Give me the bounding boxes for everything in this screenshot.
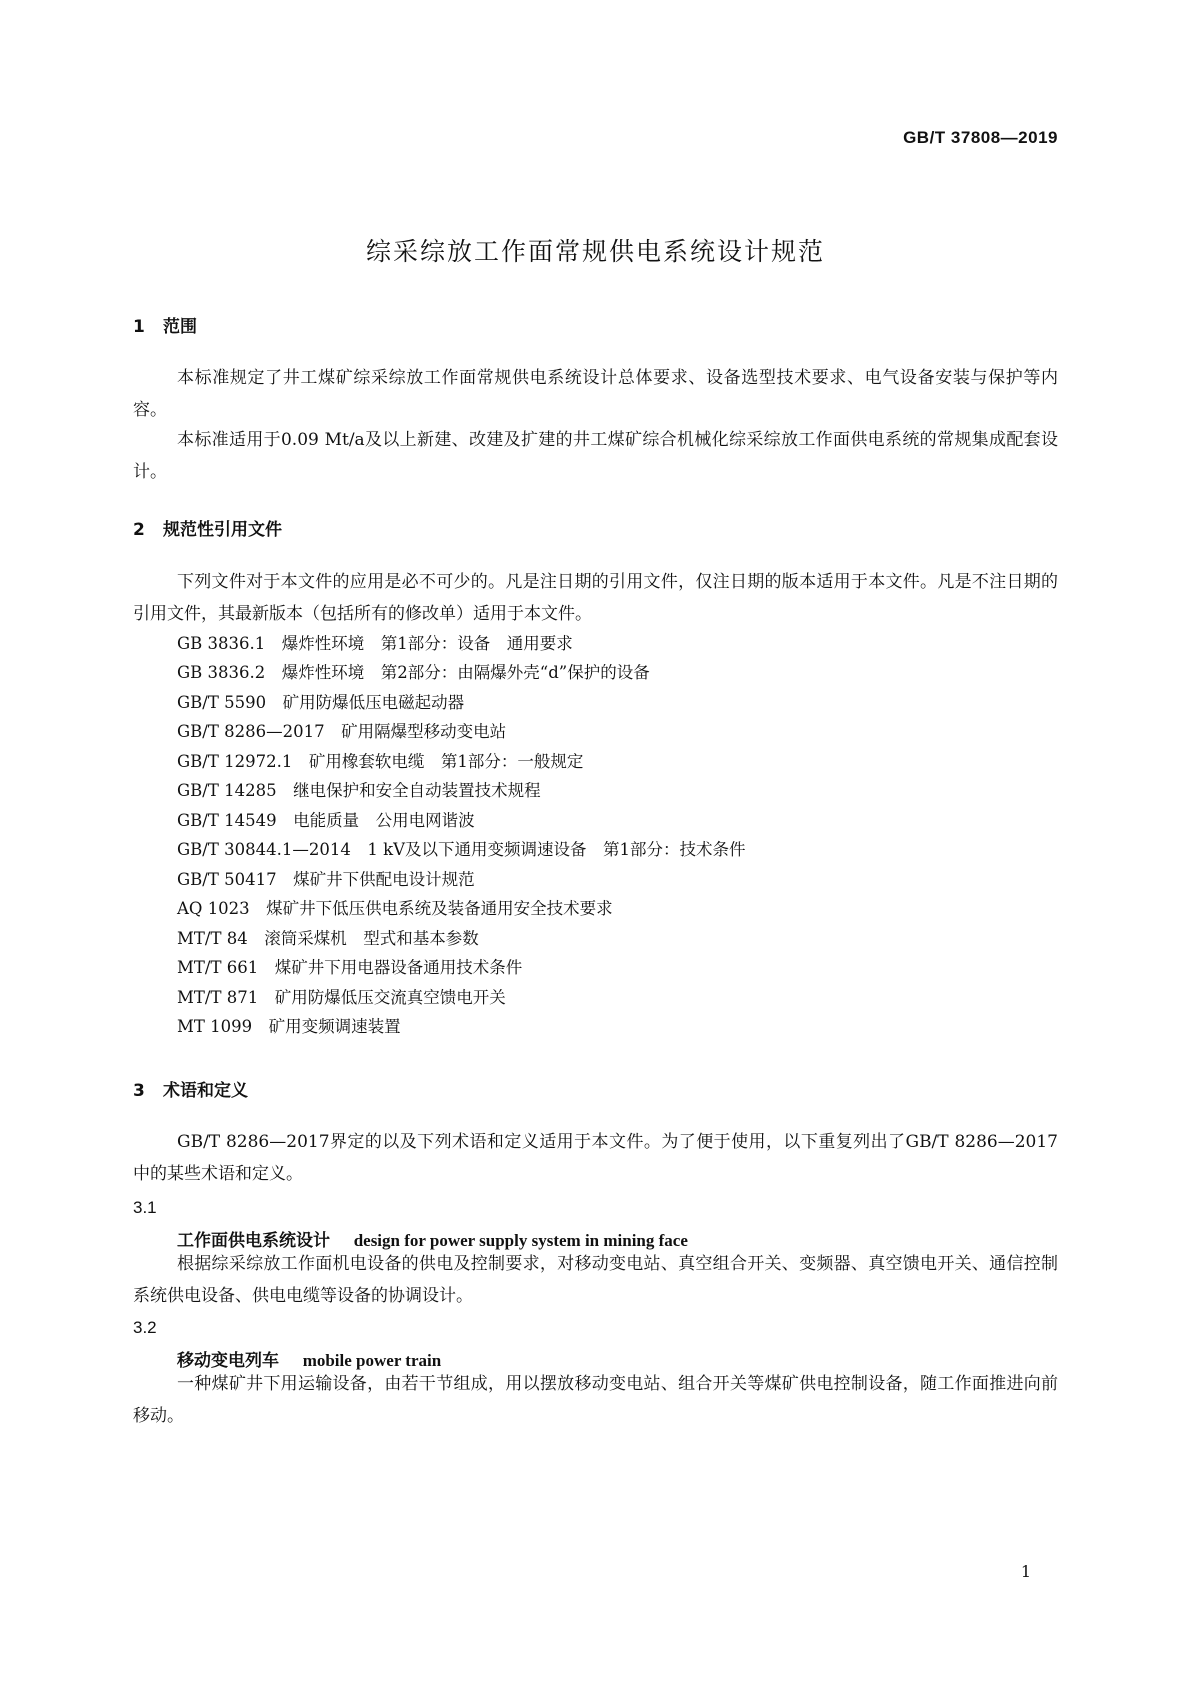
term-name-en: mobile power train <box>302 1351 442 1370</box>
reference-item: GB/T 14549 电能质量 公用电网谐波 <box>177 811 475 830</box>
term-definition: 一种煤矿井下用运输设备，由若干节组成，用以摆放移动变电站、组合开关等煤矿供电控制设备，随工作面推进向前移动。 <box>133 1374 1058 1426</box>
paragraph: 下列文件对于本文件的应用是必不可少的。凡是注日期的引用文件，仅注日期的版本适用于本文件。凡是不注日期的引用文件，其最新版本（包括所有的修改单）适用于本文件。 <box>133 572 1058 624</box>
reference-item: MT/T 871 矿用防爆低压交流真空馈电开关 <box>177 988 506 1007</box>
document-title: 综采综放工作面常规供电系统设计规范 <box>365 237 825 266</box>
paragraph: 本标准适用于0.09 Mt/a及以上新建、改建及扩建的井工煤矿综合机械化综采综放工作面供电系统的常规集成配套设计。 <box>133 430 1058 482</box>
page-number: 1 <box>1020 1562 1031 1581</box>
section-title: 规范性引用文件 <box>163 520 282 540</box>
section-number: 1 <box>133 317 145 337</box>
paragraph: 本标准规定了井工煤矿综采综放工作面常规供电系统设计总体要求、设备选型技术要求、电气设备安装与保护等内容。 <box>133 368 1058 420</box>
reference-item: GB 3836.1 爆炸性环境 第1部分：设备 通用要求 <box>177 634 573 653</box>
standard-code: GB/T 37808—2019 <box>903 128 1058 147</box>
section-title: 范围 <box>163 317 197 337</box>
reference-item: MT/T 661 煤矿井下用电器设备通用技术条件 <box>177 958 523 977</box>
paragraph: GB/T 8286—2017界定的以及下列术语和定义适用于本文件。为了便于使用，以下重复列出了GB/T 8286—2017中的某些术语和定义。 <box>133 1132 1058 1184</box>
reference-item: GB 3836.2 爆炸性环境 第2部分：由隔爆外壳“d”保护的设备 <box>177 663 650 682</box>
reference-item: GB/T 8286—2017 矿用隔爆型移动变电站 <box>177 722 507 741</box>
reference-item: MT/T 84 滚筒采煤机 型式和基本参数 <box>177 929 479 948</box>
reference-item: MT 1099 矿用变频调速装置 <box>177 1017 401 1036</box>
term-name-en: design for power supply system in mining face <box>353 1231 688 1250</box>
term-number: 3.2 <box>133 1318 157 1337</box>
term-definition: 根据综采综放工作面机电设备的供电及控制要求，对移动变电站、真空组合开关、变频器、真空馈电开关、通信控制系统供电设备、供电电缆等设备的协调设计。 <box>133 1254 1058 1306</box>
term-name-zh: 移动变电列车 <box>177 1351 279 1371</box>
reference-item: GB/T 12972.1 矿用橡套软电缆 第1部分：一般规定 <box>177 752 584 771</box>
reference-item: GB/T 5590 矿用防爆低压电磁起动器 <box>177 693 465 712</box>
term-number: 3.1 <box>133 1198 157 1217</box>
section-2-heading <box>133 515 282 540</box>
reference-item: GB/T 50417 煤矿井下供配电设计规范 <box>177 870 475 889</box>
term-name-zh: 工作面供电系统设计 <box>177 1231 330 1251</box>
reference-item: GB/T 14285 继电保护和安全自动装置技术规程 <box>177 781 541 800</box>
section-title: 术语和定义 <box>163 1081 248 1101</box>
section-3-heading <box>133 1076 248 1101</box>
reference-item: AQ 1023 煤矿井下低压供电系统及装备通用安全技术要求 <box>177 899 613 918</box>
reference-item: GB/T 30844.1—2014 1 kV及以下通用变频调速设备 第1部分：技术条件 <box>177 840 746 859</box>
section-number: 2 <box>133 520 145 540</box>
section-number: 3 <box>133 1081 145 1101</box>
section-1-heading <box>133 312 197 337</box>
